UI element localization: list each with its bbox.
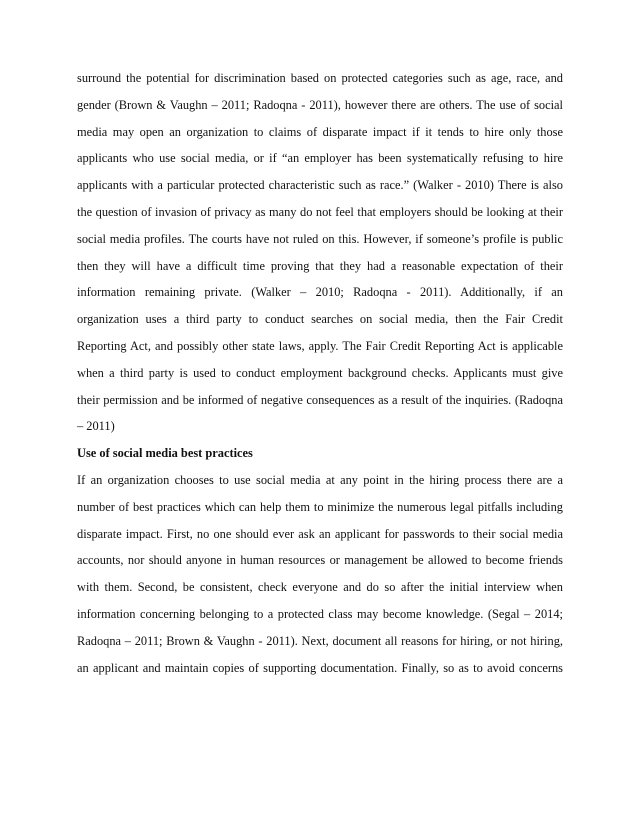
body-text-line: the question of invasion of privacy as many do not feel that employers should be looking at their [77, 204, 563, 219]
body-text-line: their permission and be informed of negative consequences as a result of the inquiries. (Radoqna [77, 392, 563, 407]
body-text-line: accounts, nor should anyone in human resources or management be allowed to become friends [77, 553, 563, 568]
body-text-line: Reporting Act, and possibly other state laws, apply. The Fair Credit Reporting Act is applicable [77, 338, 563, 353]
body-text-line: applicants who use social media, or if “an employer has been systematically refusing to hire [77, 151, 563, 166]
body-text-line: surround the potential for discrimination based on protected categories such as age, race, and [77, 71, 563, 85]
document-body [77, 70, 563, 686]
body-text-line: information concerning belonging to a protected class may become knowledge. (Segal – 2014; [77, 606, 563, 621]
body-text-line: media may open an organization to claims of disparate impact if it tends to hire only those [77, 124, 563, 139]
body-text-line: disparate impact. First, no one should ever ask an applicant for passwords to their social media [77, 526, 563, 541]
body-text-line: when a third party is used to conduct employment background checks. Applicants must give [77, 365, 563, 380]
body-text-line: social media profiles. The courts have not ruled on this. However, if someone’s profile is public [77, 231, 563, 246]
section-heading: Use of social media best practices [77, 446, 253, 461]
body-text-line: – 2011) [77, 419, 115, 434]
body-text-line: applicants with a particular protected characteristic such as race.” (Walker - 2010) There is also [77, 178, 563, 193]
body-text-line: Radoqna – 2011; Brown & Vaughn - 2011). Next, document all reasons for hiring, or not hiring, [77, 633, 563, 648]
body-text-line: then they will have a difficult time proving that they had a reasonable expectation of their [77, 258, 563, 273]
body-text-line: number of best practices which can help them to minimize the numerous legal pitfalls including [77, 499, 563, 514]
body-text-line: gender (Brown & Vaughn – 2011; Radoqna - 2011), however there are others. The use of social [77, 97, 563, 112]
body-text-line: information remaining private. (Walker – 2010; Radoqna - 2011). Additionally, if an [77, 285, 563, 300]
body-text-line: organization uses a third party to conduct searches on social media, then the Fair Credit [77, 312, 563, 327]
body-text-line: an applicant and maintain copies of supporting documentation. Finally, so as to avoid concerns [77, 660, 563, 675]
body-text-line: If an organization chooses to use social media at any point in the hiring process there are a [77, 472, 563, 487]
body-text-line: with them. Second, be consistent, check everyone and do so after the initial interview when [77, 580, 563, 595]
